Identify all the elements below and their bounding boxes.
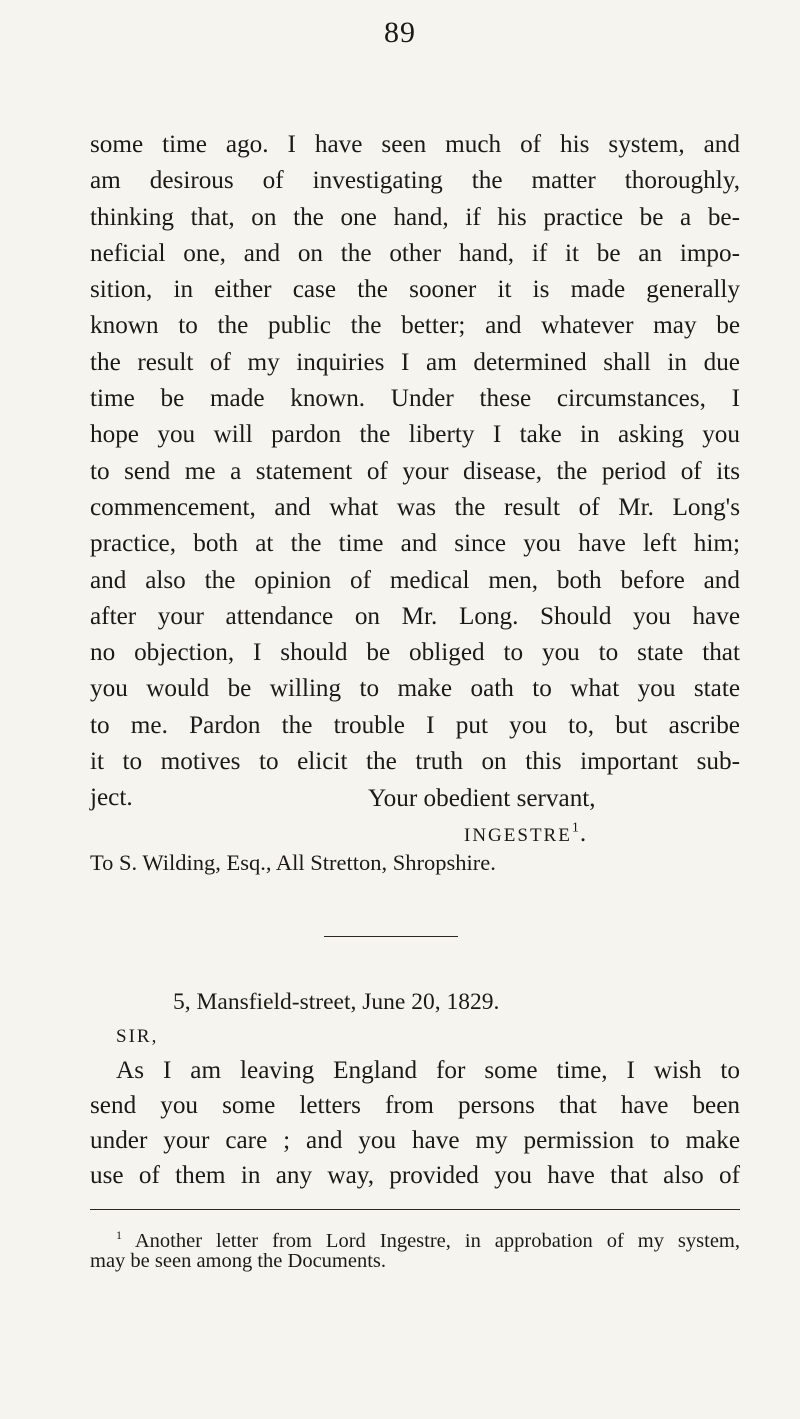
text-line: use of them in any way, provided you have that also of	[90, 1162, 740, 1189]
page-number: 89	[384, 16, 416, 49]
text-line: you would be willing to make oath to what you state	[90, 675, 740, 703]
text-line: and also the opinion of medical men, both before and	[90, 566, 740, 594]
text-line: after your attendance on Mr. Long. Should you have	[90, 602, 740, 630]
text-line: practice, both at the time and since you have left him;	[90, 530, 740, 558]
second-letter-body	[90, 1053, 740, 1193]
footnote-rule	[90, 1209, 740, 1210]
text-line: known to the public the better; and whatever may be	[90, 312, 740, 340]
text-line: thinking that, on the one hand, if his practice be a be-	[90, 203, 740, 231]
footnote-line: may be seen among the Documents.	[90, 1250, 387, 1272]
footnote-marker: 1	[116, 1228, 122, 1242]
footnote-text: Another letter from Lord Ingestre, in approbation of my system,	[134, 1229, 741, 1252]
text-line: no objection, I should be obliged to you to state that	[90, 639, 740, 667]
footnote	[90, 1222, 740, 1274]
text-line: the result of my inquiries I am determined shall in due	[90, 348, 740, 376]
text-line: time be made known. Under these circumstances, I	[90, 385, 740, 413]
text-line: neficial one, and on the other hand, if it be an impo-	[90, 239, 740, 267]
text-line: ject.	[90, 784, 133, 812]
text-line: send you some letters from persons that have been	[90, 1092, 740, 1119]
text-line: commencement, and what was the result of Mr. Long's	[90, 493, 740, 521]
text-line: to me. Pardon the trouble I put you to, but ascribe	[90, 711, 740, 739]
text-line: it to motives to elicit the truth on this important sub-	[90, 748, 740, 776]
text-line: As I am leaving England for some time, I wish to	[116, 1057, 740, 1084]
text-line: sition, in either case the sooner it is made generally	[90, 276, 740, 304]
text-line: to send me a statement of your disease, the period of its	[90, 457, 740, 485]
salutation	[116, 1021, 158, 1049]
footnote-line	[90, 1222, 741, 1252]
text-line: hope you will pardon the liberty I take in asking you	[90, 421, 740, 449]
footnote-reference: 1	[571, 820, 580, 836]
salutation-text: SIR,	[116, 1026, 159, 1047]
text-line: am desirous of investigating the matter thoroughly,	[90, 167, 740, 195]
letter-body	[90, 127, 740, 817]
dateline: 5, Mansfield-street, June 20, 1829.	[173, 989, 500, 1015]
addressee: To S. Wilding, Esq., All Stretton, Shropshire.	[90, 850, 496, 875]
text-line: some time ago. I have seen much of his system, and	[90, 131, 740, 158]
signature: INGESTRE$^1$.	[464, 820, 588, 847]
section-divider	[324, 936, 458, 937]
text-line: under your care ; and you have my permission to make	[90, 1127, 740, 1154]
signature-name: INGESTRE	[464, 825, 572, 846]
closing-signoff: Your obedient servant,	[368, 785, 596, 812]
